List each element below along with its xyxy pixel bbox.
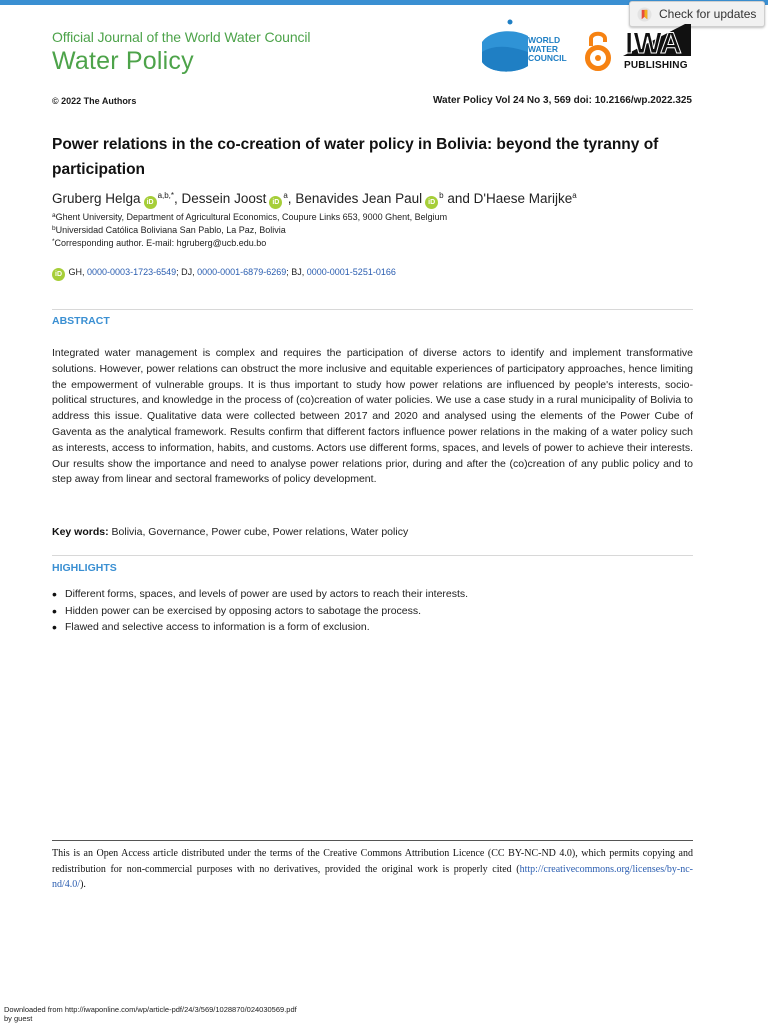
keywords bbox=[52, 526, 408, 538]
open-access-icon bbox=[584, 28, 612, 74]
journal-name: Water Policy bbox=[52, 47, 194, 75]
orcid-icon[interactable]: iD bbox=[144, 196, 157, 209]
author-affiliation-mark: a,b,* bbox=[157, 191, 175, 200]
keywords-label: Key words: bbox=[52, 526, 109, 538]
author-affiliation-mark: a bbox=[283, 191, 288, 200]
author-separator: , bbox=[287, 191, 296, 206]
keywords-list: Bolivia, Governance, Power cube, Power relations, Water policy bbox=[111, 526, 409, 538]
iwa-logo bbox=[623, 24, 691, 56]
author-affiliation-mark: a bbox=[572, 191, 577, 200]
citation-line: Water Policy Vol 24 No 3, 569 doi: 10.2166/wp.2022.325 bbox=[432, 95, 692, 106]
licence-notice: This is an Open Access article distributed under the terms of the Creative Commons Attribution Licence (CC BY-NC-ND 4.0), which permits copying and redistribution for non-commercial purposes with no derivatives, provided the original work is properly cited (http://creativecommons.org/licenses/by-nc-nd/4.0/). bbox=[52, 848, 693, 890]
orcid-link[interactable]: 0000-0001-6879-6269 bbox=[197, 267, 287, 277]
orcid-icon: iD bbox=[52, 268, 65, 281]
orcid-icon[interactable]: iD bbox=[425, 196, 438, 209]
check-updates-icon bbox=[637, 7, 652, 22]
corresponding-author: *Corresponding author. E-mail: hgruberg@ucb.edu.bo bbox=[52, 238, 267, 248]
author-separator: and bbox=[443, 191, 474, 206]
journal-kicker: Official Journal of the World Water Council bbox=[52, 29, 311, 45]
author-name[interactable]: Dessein Joost bbox=[181, 191, 267, 206]
section-divider bbox=[52, 555, 693, 556]
article-title: Power relations in the co-creation of water policy in Bolivia: beyond the tyranny of participation bbox=[52, 136, 659, 178]
author-name[interactable]: Gruberg Helga bbox=[52, 191, 141, 206]
highlight-item: • Different forms, spaces, and levels of power are used by actors to reach their interests. bbox=[52, 586, 693, 603]
wwc-logo-wordmark: WORLD WATER COUNCIL bbox=[528, 35, 567, 63]
svg-text:IWA: IWA bbox=[625, 27, 682, 56]
copyright-notice: © 2022 The Authors bbox=[52, 96, 137, 106]
orcid-link[interactable]: 0000-0001-5251-0166 bbox=[306, 267, 396, 277]
abstract-heading: ABSTRACT bbox=[52, 315, 110, 327]
download-notice: Downloaded from http://iwaponline.com/wp/article-pdf/24/3/569/1028870/024030569.pdf by guest bbox=[4, 1005, 297, 1023]
orcid-list: iD GH, 0000-0003-1723-6549; DJ, 0000-0001-6879-6269; BJ, 0000-0001-5251-0166 bbox=[52, 267, 396, 281]
licence-link[interactable]: http://creativecommons.org/licenses/by-nc-nd/4.0/ bbox=[52, 863, 693, 890]
highlights-heading: HIGHLIGHTS bbox=[52, 562, 117, 574]
author-separator: , bbox=[174, 191, 182, 206]
section-divider bbox=[52, 309, 693, 310]
check-updates-label: Check for updates bbox=[659, 7, 757, 21]
author-name[interactable]: Benavides Jean Paul bbox=[295, 191, 423, 206]
highlight-item: • Flawed and selective access to information is a form of exclusion. bbox=[52, 619, 693, 636]
highlight-item: • Hidden power can be exercised by opposing actors to sabotage the process. bbox=[52, 603, 693, 620]
abstract-text: Integrated water management is complex and requires the participation of diverse actors to identify and implement transformative solutions. However, power relations can obstruct the more inclusive and equitable experiences of participatory approaches, hence limiting the empowerment of vulnerable groups. It is thus important to study how power relations are influenced by people's interests, socio-political structures, and knowledge in the process of (co)creation of water policies. We use a case study in a rural municipality of Bolivia to address this issue. Qualitative data were collected between 2017 and 2020 and analysed using the elements of the Power Cube of Gaventa as the analytical framework. Results confirm that different factors influence power relations in the making of a water policy such as interests, access to information, habits, and customs. Actors use different forms, spaces, and levels of power to achieve their interests. Our results show the importance and need to analyse power relations prior, during and after the (co)creation of any public policy and to step away from linear and sectoral frameworks of policy development. bbox=[52, 347, 693, 486]
affiliation-a: $^a$Ghent University, Department of Agricultural Economics, Coupure Links 653, 9000 Ghent, Belgium bbox=[52, 212, 448, 222]
footer-divider bbox=[52, 840, 693, 841]
author-list bbox=[52, 191, 712, 209]
affiliation-b: $^b$Universidad Católica Boliviana San Pablo, La Paz, Bolivia bbox=[52, 225, 286, 235]
highlights-list bbox=[52, 586, 693, 636]
publisher-name: PUBLISHING bbox=[624, 60, 688, 71]
orcid-icon[interactable]: iD bbox=[269, 196, 282, 209]
orcid-link[interactable]: 0000-0003-1723-6549 bbox=[87, 267, 177, 277]
author-name[interactable]: D'Haese Marijke bbox=[473, 191, 573, 206]
author-affiliation-mark: b bbox=[439, 191, 444, 200]
